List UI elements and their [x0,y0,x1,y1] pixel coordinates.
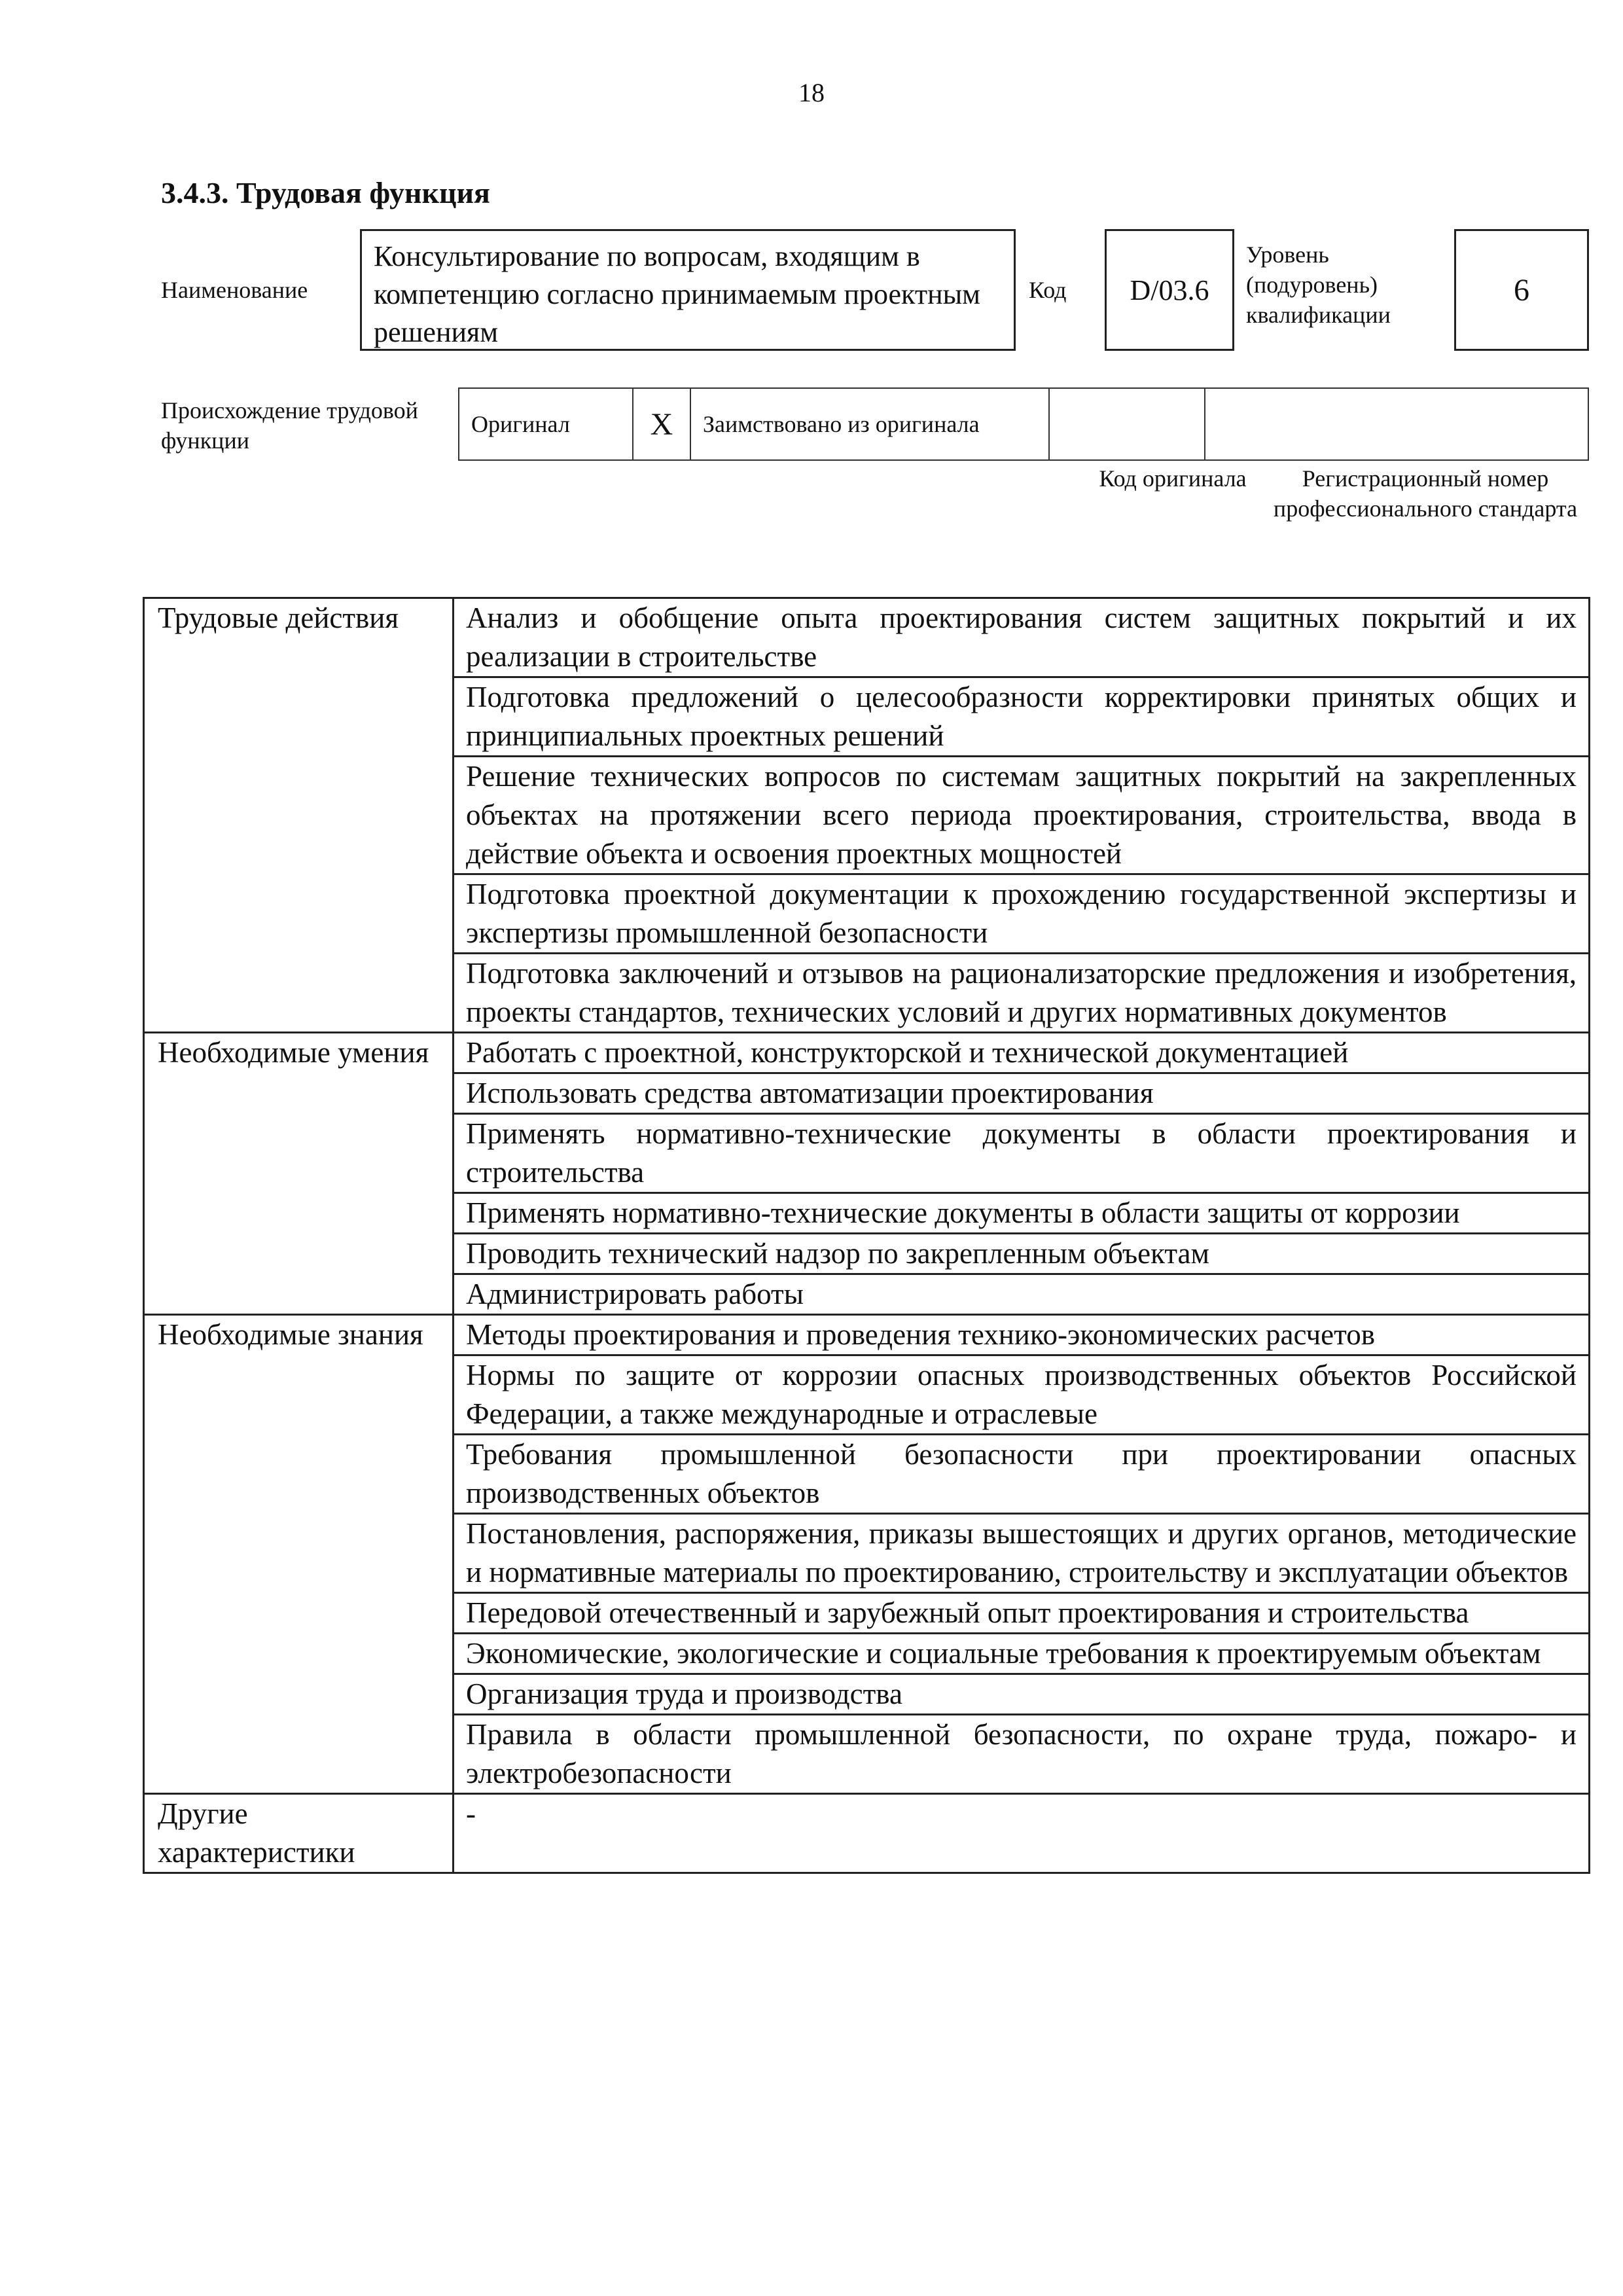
table-row [144,1033,1590,1073]
item-cell: Проводить технический надзор по закрепленным объектам [454,1234,1590,1274]
category-cell: Трудовые действия [144,598,454,1033]
table-row [144,1315,1590,1355]
item-cell: Решение технических вопросов по системам защитных покрытий на закрепленных объектах на протяжении всего периода проектирования, строительства, ввода в действие объекта и освоения проектных мощностей [454,757,1590,874]
item-cell: Подготовка проектной документации к прохождению государственной экспертизы и экспертизы промышленной безопасности [454,874,1590,954]
name-label: Наименование [161,277,308,303]
item-cell: Применять нормативно-технические документы в области защиты от коррозии [454,1193,1590,1234]
code-box [1105,229,1234,351]
original-label: Оригинал [471,411,570,437]
item-cell: Требования промышленной безопасности при проектировании опасных производственных объектов [454,1435,1590,1514]
item-cell: Передовой отечественный и зарубежный опыт проектирования и строительства [454,1593,1590,1634]
item-cell: Методы проектирования и проведения технико-экономических расчетов [454,1315,1590,1355]
original-code-cell [1049,388,1205,460]
item-cell: Экономические, экологические и социальные требования к проектируемым объектам [454,1634,1590,1674]
original-mark: X [650,406,673,442]
competency-table [143,597,1590,1874]
page-number: 18 [798,78,825,107]
section-title: 3.4.3. Трудовая функция [161,176,490,209]
item-cell: Нормы по защите от коррозии опасных производственных объектов Российской Федерации, а также международные и отраслевые [454,1355,1590,1435]
category-cell: Необходимые знания [144,1315,454,1794]
code-label: Код [1029,277,1067,303]
category-cell: Другие характеристики [144,1794,454,1873]
item-cell: Администрировать работы [454,1274,1590,1315]
item-cell: Использовать средства автоматизации проектирования [454,1073,1590,1114]
table-row [144,1794,1590,1873]
borrowed-label: Заимствовано из оригинала [703,411,980,437]
reg-number-cell [1205,388,1588,460]
table-row [144,598,1590,677]
origin-label: Происхождение трудовой функции [161,397,418,454]
original-mark-cell [633,388,690,460]
item-cell: Правила в области промышленной безопасности, по охране труда, пожаро- и электробезопасности [454,1715,1590,1794]
item-cell: Постановления, распоряжения, приказы вышестоящих и других органов, методические и нормативные материалы по проектированию, строительству и эксплуатации объектов [454,1514,1590,1593]
item-cell: Работать с проектной, конструкторской и технической документацией [454,1033,1590,1073]
borrowed-cell [690,388,1049,460]
function-name-box [360,229,1016,351]
category-cell: Необходимые умения [144,1033,454,1315]
reg-number-caption: Регистрационный номер профессионального стандарта [1273,465,1578,522]
origin-table [458,387,1589,461]
level-label: Уровень (подуровень) квалификации [1246,242,1391,328]
item-cell: Подготовка предложений о целесообразности корректировки принятых общих и принципиальных проектных решений [454,677,1590,757]
item-cell: Анализ и обобщение опыта проектирования систем защитных покрытий и их реализации в строительстве [454,598,1590,677]
code-original-caption: Код оригинала [1099,465,1247,492]
item-cell: - [454,1794,1590,1873]
level-value: 6 [1514,272,1529,308]
item-cell: Организация труда и производства [454,1674,1590,1715]
code-value: D/03.6 [1130,274,1209,306]
function-name-value: Консультирование по вопросам, входящим в компетенцию согласно принимаемым проектным решениям [374,240,981,348]
item-cell: Подготовка заключений и отзывов на рационализаторские предложения и изобретения, проекты стандартов, технических условий и других нормативных документов [454,954,1590,1033]
item-cell: Применять нормативно-технические документы в области проектирования и строительства [454,1114,1590,1193]
level-box [1454,229,1589,351]
original-cell [459,388,633,460]
